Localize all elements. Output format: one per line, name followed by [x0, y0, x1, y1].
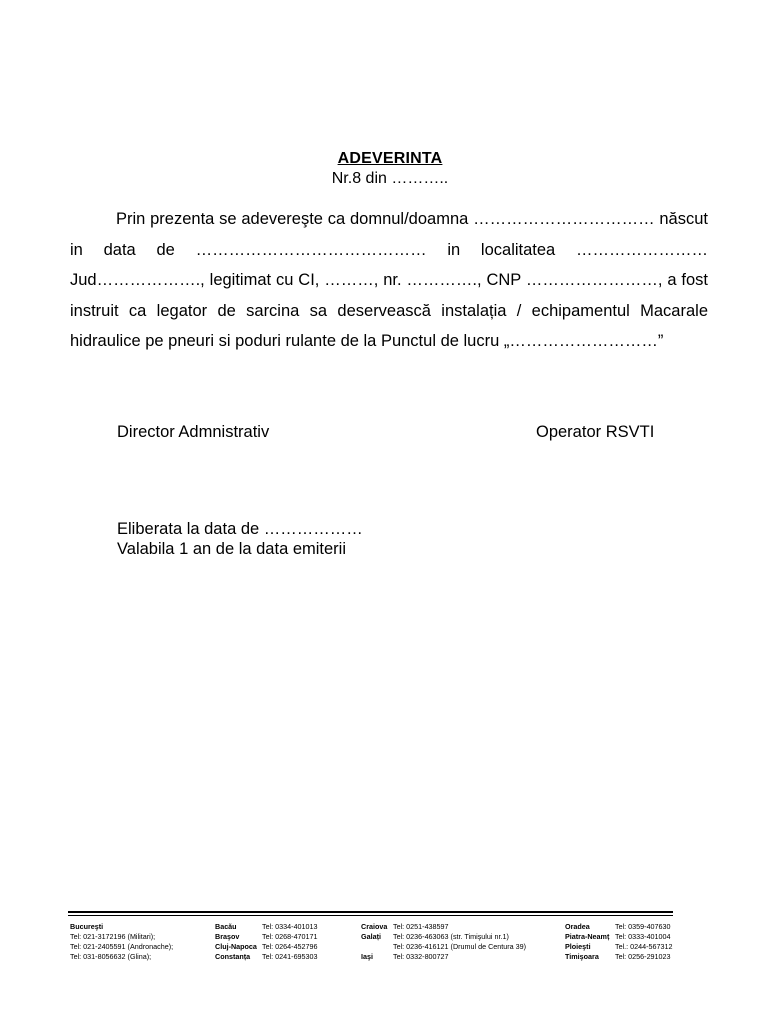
footer-city: Timişoara: [565, 952, 599, 961]
footer-phone: Tel: 0256-291023: [615, 952, 671, 961]
footer-phone: Tel: 021-3172196 (Militari);: [70, 932, 156, 941]
footer-city: Bucureşti: [70, 922, 104, 931]
footer-phone: Tel: 0251-438597: [393, 922, 449, 931]
footer-phone: Tel: 0359-407630: [615, 922, 671, 931]
footer-city: [361, 942, 387, 952]
footer-bucuresti: [70, 922, 173, 962]
footer-city: Constanța: [215, 952, 251, 961]
footer-city: Piatra-Neamț: [565, 932, 610, 941]
footer-phone: Tel: 0236-416121 (Drumul de Centura 39): [393, 942, 527, 951]
signature-director: Director Admnistrativ: [117, 423, 270, 441]
footer-phone: Tel: 0264-452796: [262, 942, 318, 951]
footer-rule-thin: [68, 915, 673, 916]
footer-city: Galați: [361, 932, 381, 941]
issued-date-line: Eliberata la data de ………………: [117, 520, 363, 538]
footer-col4-cities: [565, 922, 609, 962]
footer-col3-cities: [361, 922, 387, 962]
footer-city: Braşov: [215, 932, 240, 941]
footer-col4-phones: [615, 922, 673, 962]
footer-col2-phones: [262, 922, 318, 962]
validity-line: Valabila 1 an de la data emiterii: [117, 540, 347, 558]
footer-phone: Tel: 0332-800727: [393, 952, 449, 961]
footer-city: Cluj-Napoca: [215, 942, 257, 951]
footer-city: Iaşi: [361, 952, 373, 961]
footer-phone: Tel: 0334-401013: [262, 922, 318, 931]
footer-phone: Tel: 0333-401004: [615, 932, 671, 941]
footer-col3-phones: [393, 922, 526, 962]
footer-city: Craiova: [361, 922, 388, 931]
footer-rule: [68, 911, 673, 913]
footer-col2-cities: [215, 922, 257, 962]
footer-phone: Tel: 031-8056632 (Glina);: [70, 952, 152, 961]
footer-phone: Tel: 0236-463063 (str. Timişului nr.1): [393, 932, 509, 941]
footer-phone: Tel.: 0244-567312: [615, 942, 673, 951]
issued-block: [117, 519, 363, 559]
signature-operator: Operator RSVTI: [536, 423, 655, 441]
footer-city: Bacău: [215, 922, 237, 931]
footer-phone: Tel: 021-2405591 (Andronache);: [70, 942, 174, 951]
footer-contacts: [0, 922, 768, 972]
footer-city: Oradea: [565, 922, 590, 931]
document-title: ADEVERINTA: [337, 150, 443, 167]
certificate-paragraph: Prin prezenta se adevereşte ca domnul/doamna …………………………… născut in data de …………………………………… in localitatea …………………… Jud………………., legitimat cu CI, ………, nr. …………., CNP ……………………, a fost instruit ca legator de sarcina sa deservească instalația / echipamentul Macarale hidraulice pe pneuri si poduri rulante de la Punctul de lucru „………………………”: [70, 210, 708, 351]
footer-phone: Tel: 0241-695303: [262, 952, 318, 961]
document-number: Nr.8 din ………..: [331, 170, 449, 187]
footer-phone: Tel: 0268-470171: [262, 932, 318, 941]
footer-city: Ploieşti: [565, 942, 591, 951]
